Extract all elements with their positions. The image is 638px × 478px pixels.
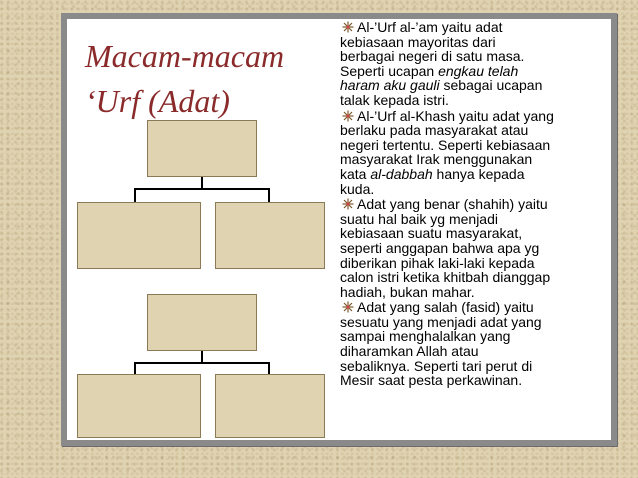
diagram-1-connector-bar [134, 188, 270, 190]
bullet-4-line: diharamkan Allah atau [340, 343, 479, 360]
bullet-4-line: Mesir saat pesta perkawinan. [340, 372, 523, 389]
diagram-1-connector-right [268, 188, 270, 203]
diagram-1-root-box [147, 120, 257, 177]
bullet-3-line: hadiah, bukan mahar. [340, 283, 475, 300]
bullet-1-last: talak kepada istri. [340, 91, 449, 108]
bullet-list [340, 20, 610, 389]
bullet-3-line: suatu hal baik yg menjadi [340, 210, 498, 227]
bullet-2-last: kuda. [340, 180, 375, 197]
title-line-2: ‘Urf (Adat) [85, 83, 230, 119]
bullet-3-line: kebiasaan suatu masyarakat, [340, 225, 523, 242]
diagram-2-root-box [147, 294, 257, 351]
bullet-item-2 [340, 109, 610, 197]
diagram-2-child-box-left [77, 374, 201, 438]
bullet-2-first: Al-’Urf al-Khash yaitu adat yang [357, 107, 554, 124]
bullet-4-first: Adat yang salah (fasid) yaitu [357, 299, 534, 316]
bullet-1-line: kebiasaan mayoritas dari [340, 33, 496, 50]
bullet-1-emphasis-cont: haram aku gauli [340, 77, 440, 94]
diagram-1-connector-left [134, 188, 136, 203]
bullet-3-line: calon istri ketika khitbah dianggap [340, 269, 551, 286]
spark-bullet-icon [342, 110, 354, 122]
bullet-4-line: sampai menghalalkan yang [340, 328, 511, 345]
bullet-1-tail: sebagai ucapan [439, 77, 543, 94]
bullet-1-line: berbagai negeri di satu masa. [340, 48, 525, 65]
bullet-1-emphasis: engkau telah [438, 62, 519, 79]
bullet-4-line: sebaliknya. Seperti tari perut di [340, 357, 533, 374]
bullet-2-pre: kata [340, 165, 371, 182]
page-title [85, 34, 325, 124]
diagram-1-child-box-left [77, 202, 201, 269]
spark-bullet-icon [342, 198, 354, 210]
spark-bullet-icon [342, 21, 354, 33]
diagram-2-child-box-right [215, 374, 325, 438]
title-line-1: Macam-macam [85, 38, 285, 74]
bullet-3-first: Adat yang benar (shahih) yaitu [357, 196, 548, 213]
bullet-2-emphasis: al-dabbah [370, 165, 433, 182]
bullet-2-line: negeri tertentu. Seperti kebiasaan [340, 136, 551, 153]
bullet-3-line: seperti anggapan bahwa apa yg [340, 239, 540, 256]
spark-bullet-icon [342, 301, 354, 313]
bullet-3-line: diberikan pihak laki-laki kepada [340, 254, 535, 271]
bullet-2-line: masyarakat Irak menggunakan [340, 151, 533, 168]
bullet-1-first: Al-’Urf al-’am yaitu adat [357, 19, 503, 35]
bullet-1-line: Seperti ucapan [340, 62, 439, 79]
bullet-item-4 [340, 300, 610, 388]
bullet-2-line: berlaku pada masyarakat atau [340, 122, 529, 139]
bullet-2-tail: hanya kepada [432, 165, 525, 182]
bullet-4-line: sesuatu yang menjadi adat yang [340, 313, 542, 330]
bullet-item-1 [340, 20, 610, 108]
bullet-item-3 [340, 197, 610, 299]
diagram-2-connector-bar [134, 362, 270, 364]
diagram-1-child-box-right [215, 202, 325, 269]
